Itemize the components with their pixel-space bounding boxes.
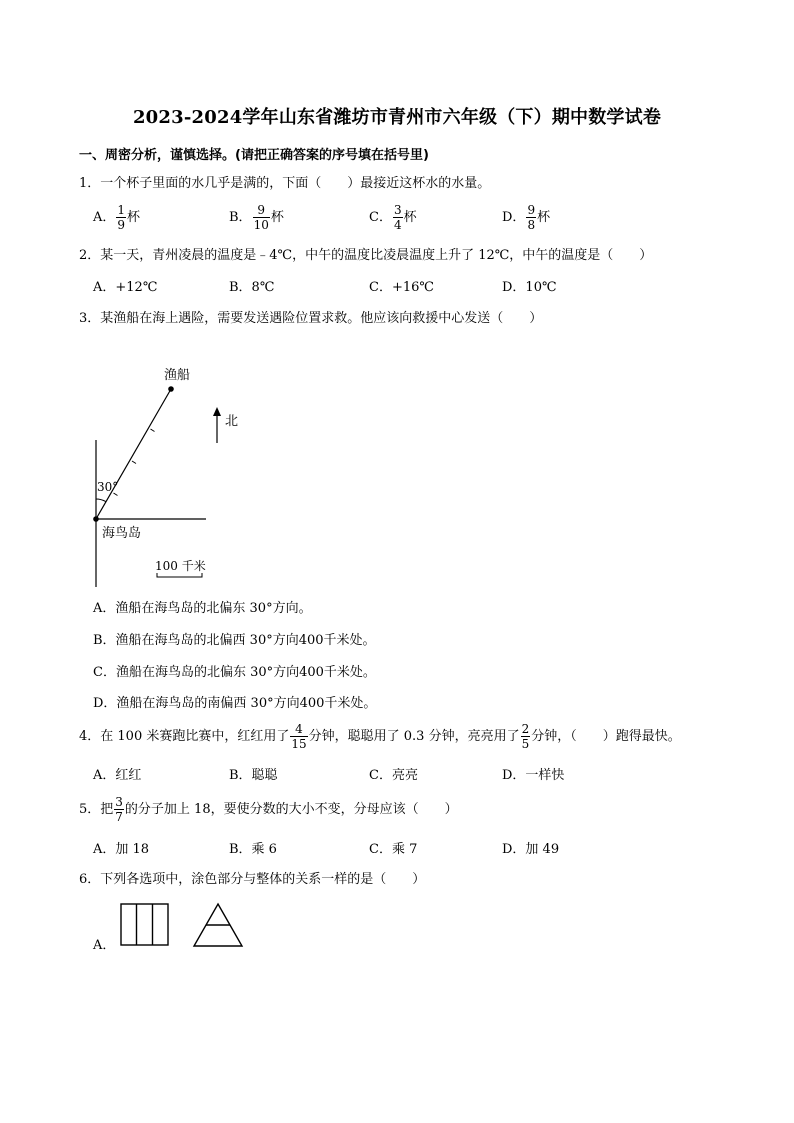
q4-text-mid: 分钟，聪聪用了 0.3 分钟，亮亮用了 — [308, 729, 520, 744]
rectangle-figure — [121, 904, 168, 945]
fraction-denominator: 8 — [527, 218, 536, 232]
fraction-denominator: 9 — [117, 218, 126, 232]
angle-arc — [96, 499, 106, 502]
fraction-denominator: 4 — [393, 218, 402, 232]
scale-bar — [157, 573, 202, 577]
q4-option-a[interactable]: A．红红 — [93, 768, 142, 783]
fraction-denominator: 15 — [291, 737, 307, 751]
q6-option-a-label[interactable]: A． — [93, 938, 116, 953]
option-unit: 杯 — [403, 210, 417, 225]
q3-option-b[interactable]: B．渔船在海鸟岛的北偏西 30°方向400千米处。 — [93, 633, 376, 648]
scale-label: 100 千米 — [155, 559, 206, 573]
q2-option-c[interactable]: C．+16℃ — [369, 280, 434, 295]
ship-point — [168, 386, 174, 392]
option-letter: D． — [502, 210, 526, 225]
angle-label: 30° — [97, 480, 119, 494]
q2-option-a[interactable]: A．+12℃ — [93, 280, 158, 295]
q4-text-post: 分钟，（ ）跑得最快。 — [531, 729, 681, 744]
q1-option-b[interactable] — [229, 203, 284, 233]
q5-option-c[interactable]: C．乘 7 — [369, 842, 418, 857]
q4-option-c[interactable]: C．亮亮 — [369, 768, 418, 783]
q4-fraction-1 — [290, 722, 307, 751]
q6-option-a-figures — [118, 901, 248, 951]
option-letter: B． — [229, 210, 252, 225]
q5-text-post: 的分子加上 18，要使分数的大小不变，分母应该（ ） — [124, 802, 458, 817]
q1-option-a[interactable] — [93, 203, 140, 233]
question-1: 1．一个杯子里面的水几乎是满的，下面（ ）最接近这杯水的水量。 — [79, 176, 491, 191]
page-title: 2023-2024学年山东省潍坊市青州市六年级（下）期中数学试卷 — [132, 107, 662, 128]
q5-fraction — [114, 795, 124, 824]
question-4 — [79, 721, 681, 753]
option-fraction — [116, 203, 126, 232]
option-letter: A． — [93, 210, 116, 225]
section-heading: 一、周密分析，谨慎选择。(请把正确答案的序号填在括号里) — [79, 148, 429, 163]
question-2: 2．某一天，青州凌晨的温度是﹣4℃，中午的温度比凌晨温度上升了 12℃，中午的温度是（ ） — [79, 248, 653, 263]
fraction-denominator: 7 — [115, 810, 123, 824]
question-5 — [79, 794, 458, 826]
fraction-numerator: 9 — [253, 203, 270, 218]
q2-option-b[interactable]: B．8℃ — [229, 280, 275, 295]
bearing-line — [96, 389, 171, 519]
ship-label: 渔船 — [164, 368, 191, 383]
fraction-numerator: 3 — [115, 795, 123, 809]
scale-tick — [132, 461, 136, 464]
scale-tick — [151, 429, 155, 432]
option-unit: 杯 — [127, 210, 141, 225]
q2-option-d[interactable]: D．10℃ — [502, 280, 557, 295]
q1-option-d[interactable] — [502, 203, 550, 233]
island-label: 海鸟岛 — [102, 526, 142, 541]
q1-option-c[interactable] — [369, 203, 417, 233]
island-point — [93, 516, 99, 522]
option-unit: 杯 — [270, 210, 284, 225]
fraction-denominator: 5 — [521, 737, 530, 751]
fraction-numerator: 1 — [117, 203, 126, 217]
question-3: 3．某渔船在海上遇险，需要发送遇险位置求救。他应该向救援中心发送（ ） — [79, 311, 543, 326]
option-unit: 杯 — [537, 210, 551, 225]
fraction-numerator: 2 — [521, 722, 530, 736]
question-6: 6．下列各选项中，涂色部分与整体的关系一样的是（ ） — [79, 872, 426, 887]
option-fraction — [526, 203, 536, 232]
q3-option-a[interactable]: A．渔船在海鸟岛的北偏东 30°方向。 — [93, 601, 312, 616]
north-arrow-head — [213, 407, 221, 416]
q5-option-b[interactable]: B．乘 6 — [229, 842, 277, 857]
fraction-denominator: 10 — [253, 218, 269, 232]
fraction-numerator: 3 — [393, 203, 402, 217]
option-letter: C． — [369, 210, 392, 225]
option-fraction — [393, 203, 403, 232]
bearing-diagram — [80, 355, 260, 595]
fraction-numerator: 4 — [290, 722, 307, 737]
q3-option-c[interactable]: C．渔船在海鸟岛的北偏东 30°方向400千米处。 — [93, 665, 376, 680]
north-label: 北 — [225, 414, 239, 429]
option-fraction — [253, 203, 270, 232]
q5-option-d[interactable]: D．加 49 — [502, 842, 560, 857]
q4-option-d[interactable]: D．一样快 — [502, 768, 565, 783]
q4-option-b[interactable]: B．聪聪 — [229, 768, 278, 783]
q5-option-a[interactable]: A．加 18 — [93, 842, 150, 857]
q3-option-d[interactable]: D．渔船在海鸟岛的南偏西 30°方向400千米处。 — [93, 696, 377, 711]
q4-text-pre: 4．在 100 米赛跑比赛中，红红用了 — [79, 729, 290, 744]
q4-fraction-2 — [521, 722, 531, 751]
q5-text-pre: 5．把 — [79, 802, 114, 817]
fraction-numerator: 9 — [527, 203, 536, 217]
